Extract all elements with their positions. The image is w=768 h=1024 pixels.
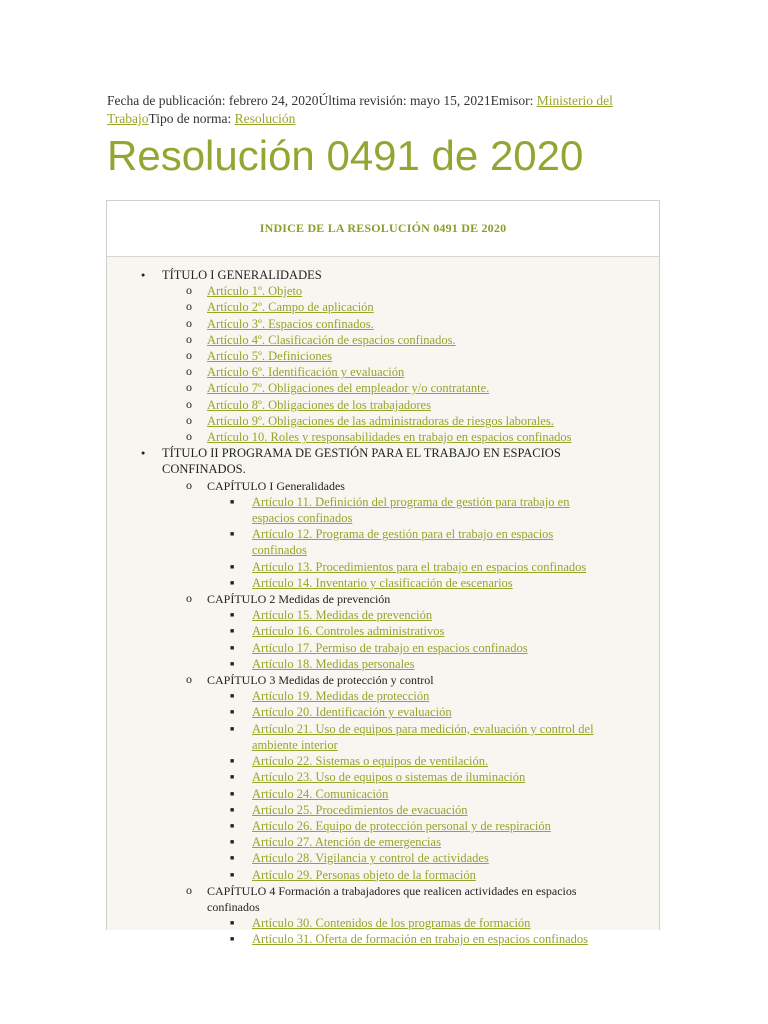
article-item: [207, 931, 619, 947]
article-item: [162, 299, 619, 315]
article-item: [207, 526, 619, 558]
article-item: [162, 348, 619, 364]
article-item: [207, 834, 619, 850]
article-link[interactable]: Artículo 4º. Clasificación de espacios confinados.: [207, 332, 456, 347]
article-link[interactable]: Artículo 25. Procedimientos de evacuación: [252, 802, 468, 817]
issuer-label: Emisor:: [490, 93, 534, 108]
chapter-item-4: [162, 883, 619, 948]
article-item: [207, 769, 619, 785]
article-link[interactable]: Artículo 12. Programa de gestión para el trabajo en espacios confinados: [252, 527, 554, 558]
article-item: [207, 802, 619, 818]
article-item: [162, 397, 619, 413]
article-item: [207, 575, 619, 591]
title-label: TÍTULO II PROGRAMA DE GESTIÓN PARA EL TRABAJO EN ESPACIOS CONFINADOS.: [162, 446, 561, 477]
chapter-item-2: [162, 591, 619, 672]
published-label: Fecha de publicación:: [107, 93, 226, 108]
article-link[interactable]: Artículo 16. Controles administrativos: [252, 624, 445, 639]
article-item: [207, 559, 619, 575]
article-item: [207, 818, 619, 834]
published-date: febrero 24, 2020: [228, 93, 319, 108]
article-item: [207, 704, 619, 720]
article-link[interactable]: Artículo 22. Sistemas o equipos de ventilación.: [252, 754, 489, 769]
article-link[interactable]: Artículo 28. Vigilancia y control de actividades: [252, 851, 489, 866]
issuer-link[interactable]: Ministerio del Trabajo: [107, 93, 613, 126]
article-list: [207, 688, 619, 882]
article-link[interactable]: Artículo 26. Equipo de protección personal y de respiración: [252, 818, 551, 833]
article-item: [207, 607, 619, 623]
article-link[interactable]: Artículo 27. Atención de emergencias: [252, 835, 441, 850]
article-item: [207, 656, 619, 672]
chapter-list: [162, 478, 619, 948]
article-list: [207, 915, 619, 947]
article-link[interactable]: Artículo 30. Contenidos de los programas de formación: [252, 916, 531, 931]
title-list: [107, 257, 659, 948]
article-link[interactable]: Artículo 3º. Espacios confinados.: [207, 316, 374, 331]
article-link[interactable]: Artículo 20. Identificación y evaluación: [252, 705, 452, 720]
article-link[interactable]: Artículo 15. Medidas de prevención: [252, 608, 433, 623]
article-item: [207, 494, 619, 526]
article-link[interactable]: Artículo 14. Inventario y clasificación de escenarios: [252, 575, 513, 590]
index-box: [106, 200, 660, 947]
article-link[interactable]: Artículo 13. Procedimientos para el trabajo en espacios confinados: [252, 559, 587, 574]
article-item: [207, 786, 619, 802]
chapter-item-3: [162, 672, 619, 883]
article-list: [207, 494, 619, 591]
chapter-label: CAPÍTULO I Generalidades: [207, 478, 345, 493]
title-label: TÍTULO I GENERALIDADES: [162, 268, 322, 282]
article-link[interactable]: Artículo 10. Roles y responsabilidades en trabajo en espacios confinados: [207, 430, 572, 445]
article-list: [207, 607, 619, 672]
article-item: [162, 316, 619, 332]
article-item: [207, 640, 619, 656]
index-body: [107, 257, 659, 947]
norm-type-label: Tipo de norma:: [148, 111, 232, 126]
index-heading: INDICE DE LA RESOLUCIÓN 0491 DE 2020: [107, 201, 659, 257]
article-link[interactable]: Artículo 17. Permiso de trabajo en espacios confinados: [252, 640, 528, 655]
article-link[interactable]: Artículo 18. Medidas personales: [252, 656, 415, 671]
chapter-label: CAPÍTULO 2 Medidas de prevención: [207, 592, 391, 607]
revised-label: Última revisión:: [318, 93, 407, 108]
article-link[interactable]: Artículo 29. Personas objeto de la formación: [252, 867, 476, 882]
article-link[interactable]: Artículo 19. Medidas de protección: [252, 689, 430, 704]
article-link[interactable]: Artículo 6º. Identificación y evaluación: [207, 365, 405, 380]
chapter-item-1: [162, 478, 619, 591]
page-title: Resolución 0491 de 2020: [107, 132, 584, 179]
title-item-1: [107, 267, 659, 445]
article-item: [162, 413, 619, 429]
article-item: [162, 332, 619, 348]
article-link[interactable]: Artículo 8º. Obligaciones de los trabajadores: [207, 397, 431, 412]
chapter-label: CAPÍTULO 3 Medidas de protección y control: [207, 673, 434, 688]
article-link[interactable]: Artículo 5º. Definiciones: [207, 349, 333, 364]
article-item: [207, 867, 619, 883]
article-link[interactable]: Artículo 1º. Objeto: [207, 284, 303, 299]
article-item: [207, 753, 619, 769]
chapter-label: CAPÍTULO 4 Formación a trabajadores que realicen actividades en espacios confinados: [207, 883, 577, 914]
article-item: [162, 380, 619, 396]
article-link[interactable]: Artículo 21. Uso de equipos para medición, evaluación y control del ambiente interior: [252, 721, 594, 752]
article-item: [207, 915, 619, 931]
norm-type-link[interactable]: Resolución: [234, 111, 296, 126]
article-link[interactable]: Artículo 9º. Obligaciones de las administradoras de riesgos laborales.: [207, 413, 554, 428]
article-link[interactable]: Artículo 31. Oferta de formación en trabajo en espacios confinados: [252, 932, 588, 947]
article-item: [162, 429, 619, 445]
article-item: [162, 283, 619, 299]
article-link[interactable]: Artículo 11. Definición del programa de gestión para trabajo en espacios confinados: [252, 494, 570, 526]
article-item: [207, 623, 619, 639]
article-item: [207, 721, 619, 753]
article-list: [162, 283, 619, 445]
revised-date: mayo 15, 2021: [409, 93, 491, 108]
article-item: [162, 364, 619, 380]
article-link[interactable]: Artículo 23. Uso de equipos o sistemas de iluminación: [252, 770, 526, 785]
article-link[interactable]: Artículo 2º. Campo de aplicación: [207, 300, 374, 315]
title-item-2: [107, 445, 659, 947]
publication-meta: [107, 92, 662, 128]
article-link[interactable]: Artículo 24. Comunicación: [252, 786, 389, 801]
article-item: [207, 688, 619, 704]
article-item: [207, 850, 619, 866]
article-link[interactable]: Artículo 7º. Obligaciones del empleador y/o contratante.: [207, 381, 490, 396]
